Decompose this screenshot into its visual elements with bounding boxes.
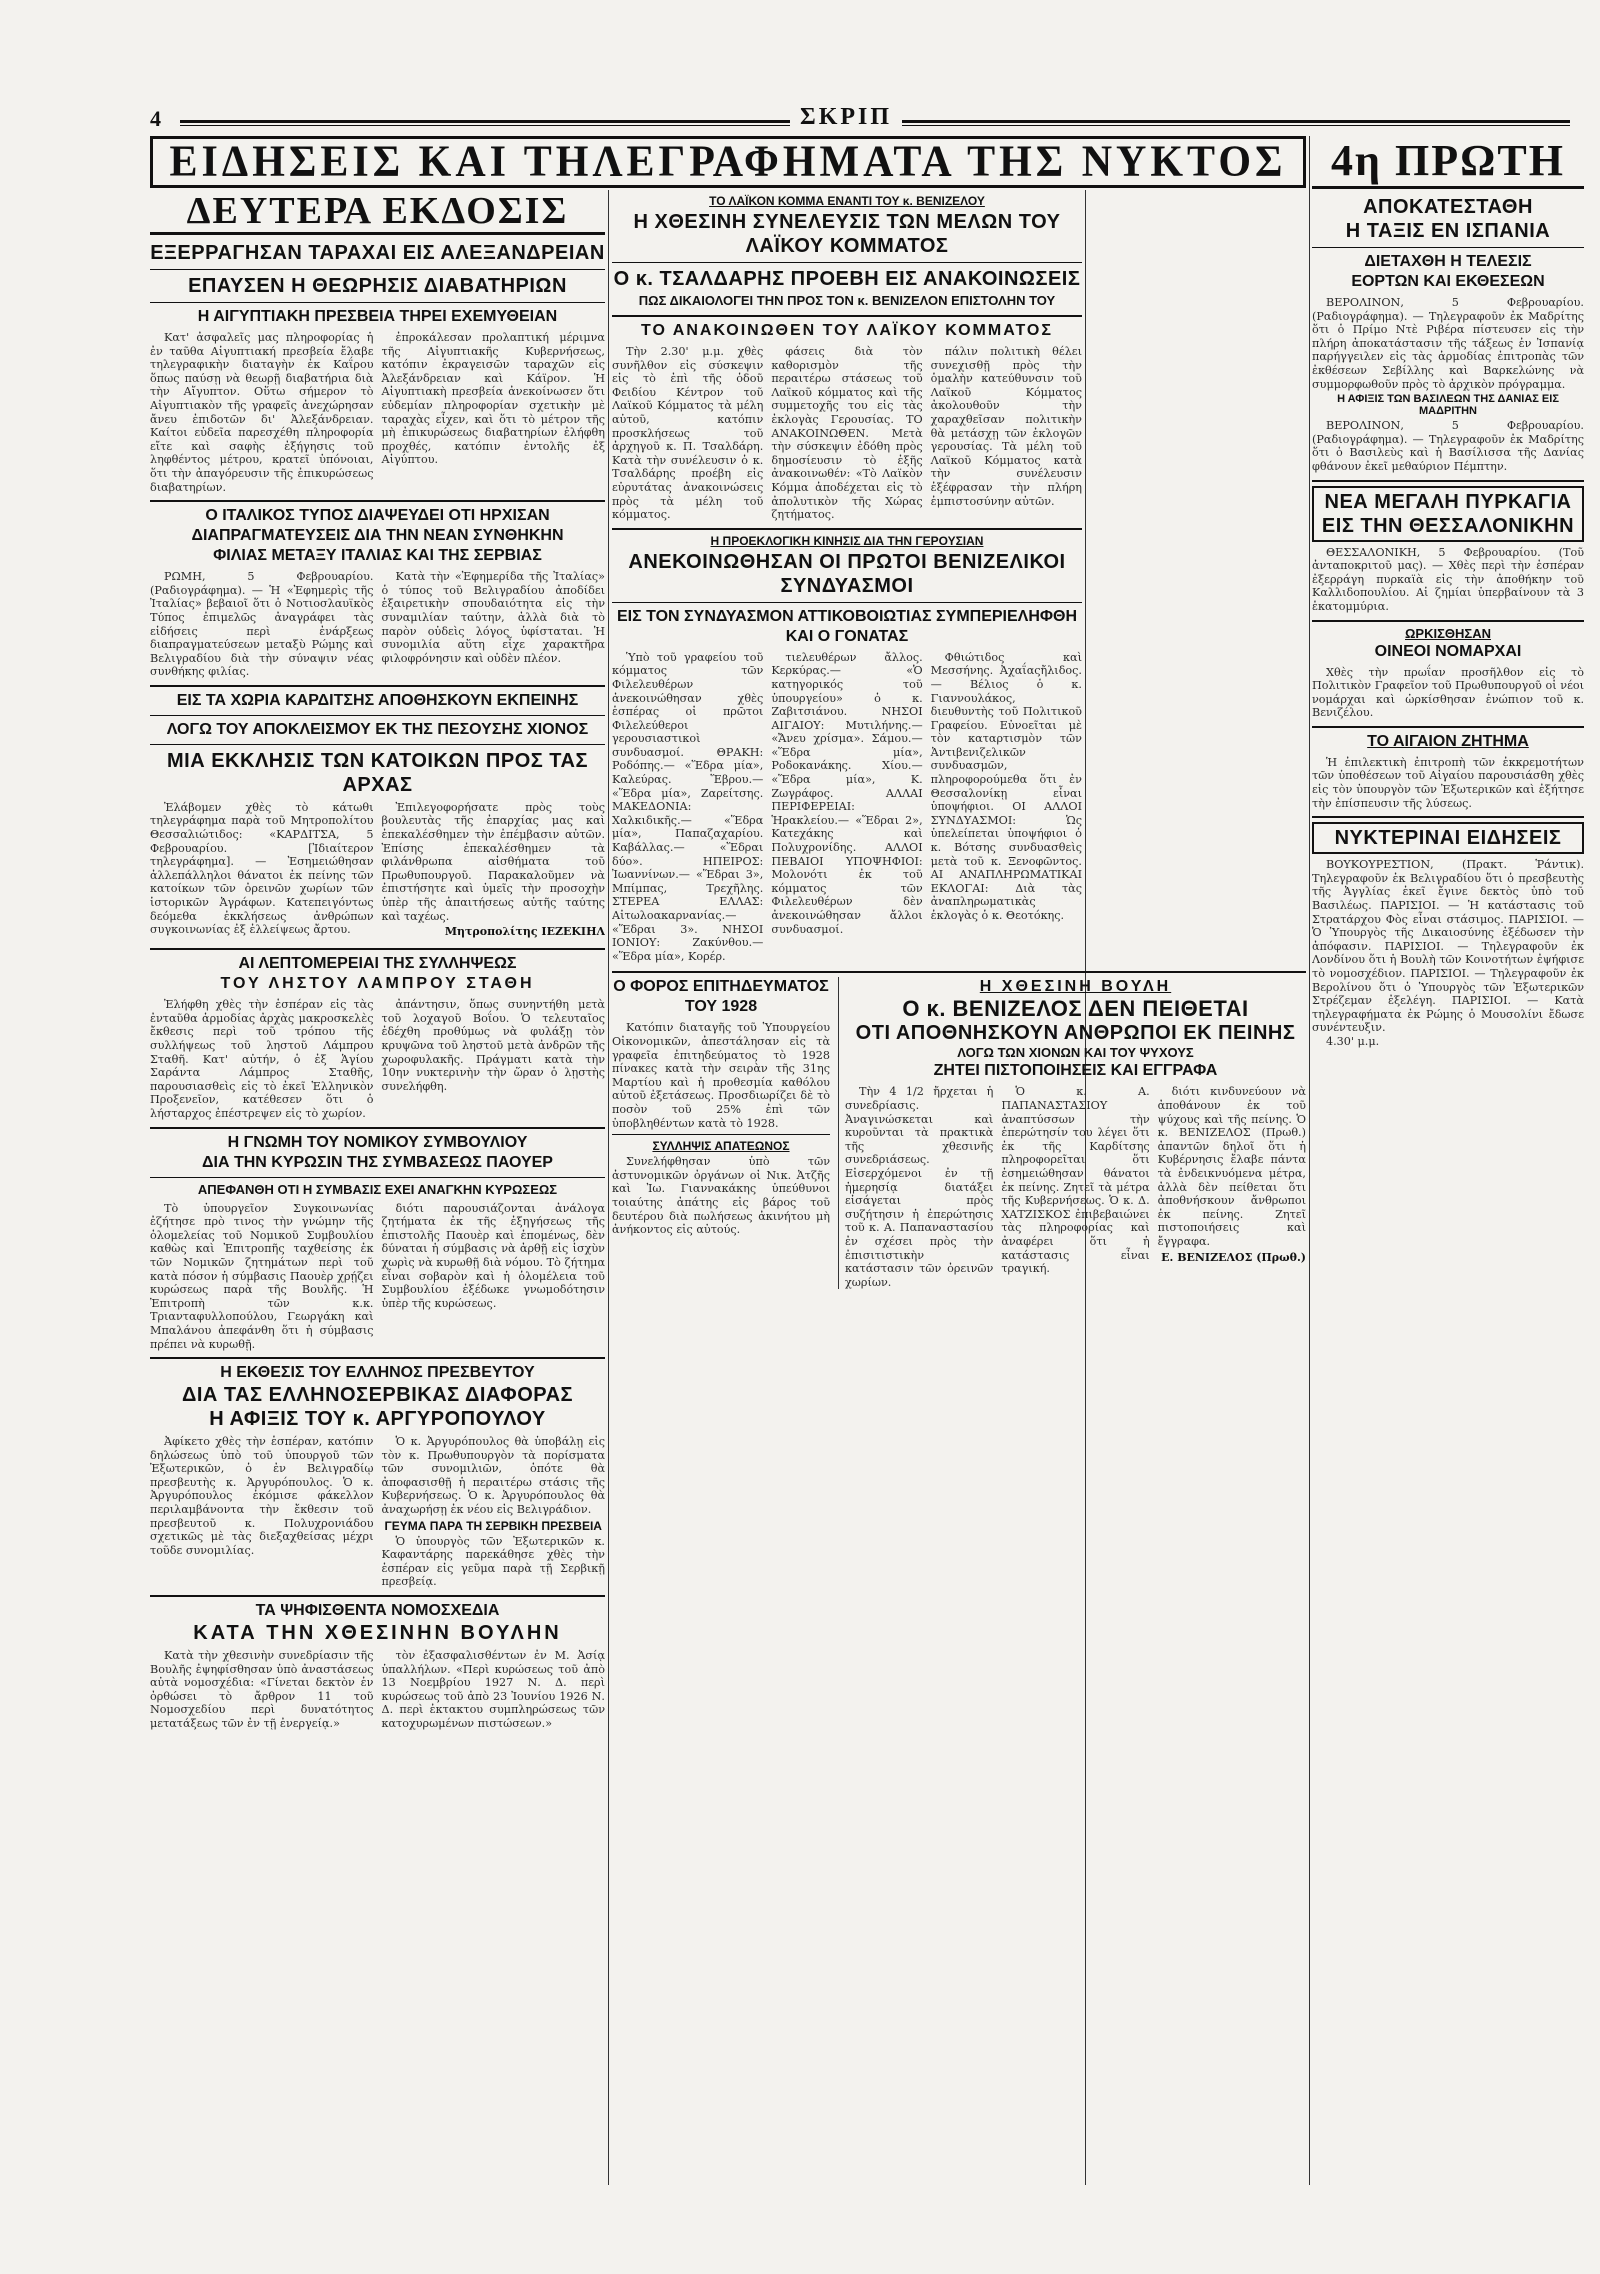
- kicker: Η ΠΡΟΕΚΛΟΓΙΚΗ ΚΙΝΗΣΙΣ ΔΙΑ ΤΗΝ ΓΕΡΟΥΣΙΑΝ: [710, 533, 984, 548]
- headline: ΩΡΚΙΣΘΗΣΑΝ: [1405, 625, 1491, 641]
- article-text: Τὴν 4 1/2 ἤρχεται ἡ συνεδρίασις. Ἀναγινώσκεται καὶ κυροῦνται τὰ πρακτικὰ τῆς χθεσινῆς συνεδριάσεως. Εἰσερχόμενοι ἐν τῇ ἡμερησίᾳ διατάξει εἰσάγεται πρὸς συζήτησιν ἡ ἐπερώτησις τοῦ κ. Α. Παπαναστασίου ἐν σχέσει πρὸς τὴν ἐπισιτιστικὴν κατάστασιν τῶν ὀρεινῶν χωρίων.: [845, 1085, 994, 1289]
- headline: Η ΓΝΩΜΗ ΤΟΥ ΝΟΜΙΚΟΥ ΣΥΜΒΟΥΛΙΟΥ: [227, 1133, 528, 1151]
- article-text: Τὴν 2.30' μ.μ. χθὲς συνῆλθον εἰς σύσκεψιν εἰς τὸ ἐπὶ τῆς ὁδοῦ Φειδίου Κέντρον τοῦ Λαϊκοῦ Κόμματος τὰ μέλη αὐτοῦ, κατόπιν προσκλήσεως τοῦ ἀρχηγοῦ κ. Π. Τσαλδάρη. Κατὰ τὴν συνέλευσιν ὁ κ. Τσαλδάρης προέβη εἰς εὐρυτάτας ἀνακοινώσεις πρὸς τὰ μέλη τοῦ κόμματος.: [612, 345, 764, 522]
- article-text: Ὁ κ. Α. ΠΑΠΑΝΑΣΤΑΣΙΟΥ ἀναπτύσσων τὴν ἐπερώτησίν του λέγει ὅτι ἐκ τῆς Καρδίτσης πληροφορεῖται ὅτι ἐσημειώθησαν θάνατοι ἐκ πείνης. Ζητεῖ τὰ μέτρα τῆς Κυβερνήσεως. Ὁ κ. Δ. ΧΑΤΖΙΣΚΟΣ ἐπιβεβαιώνει τὰς πληροφορίας καὶ ἀναφέρει ὅτι ἡ κατάστασις εἶναι τραγική.: [1001, 1085, 1150, 1276]
- headline: ΟΤΙ ΑΠΟΘΝΗΣΚΟΥΝ ΑΝΘΡΩΠΟΙ ΕΚ ΠΕΙΝΗΣ: [855, 1022, 1296, 1045]
- edition-right: 4η ΠΡΩΤΗ: [1312, 136, 1584, 189]
- article-text: τιελευθέρων ἄλλος. Κερκύρας.— «Ὁ κατηγορικός τοῦ ὑπουργείου» ὁ κ. Ζαβιτσιάνου. ΝΗΣΟΙ ΑΙΓΑΙΟΥ: Μυτιλήνης.— «Ἄνευ χρίσμα». Σάμου.— «Ἕδρα μία», Ροδοκανάκης. Χίου.— «Ἕδρα μία», Κ. Ζωγράφος. ΑΛΛΑΙ ΠΕΡΙΦΕΡΕΙΑΙ: Ἡρακλείου.— «Ἕδραι 2», Κατεχάκης καὶ Πολυχρονίδης. ΑΛΛΟΙ ΠΕΒΑΙΟΙ ΥΠΟΨΗΦΙΟΙ: Μολονότι ἐκ τοῦ κόμματος τῶν Φιλελευθέρων δὲν ἀνεκοινώθησαν ἄλλοι συνδυασμοί.: [771, 650, 923, 936]
- article-parliament: [838, 977, 1306, 1289]
- article-italian-press: [150, 506, 605, 679]
- article-text: Τὸ ὑπουργεῖον Συγκοινωνίας ἐζήτησε πρὸ τινος τὴν γνώμην τῆς ὁλομελείας τοῦ Νομικοῦ Συμβουλίου καθὼς καὶ Ἐπιτροπῆς ταχθείσης ἐκ τῶν Νομικῶν ζητημάτων περὶ τοῦ κατὰ πόσον ἡ σύμβασις Παουὲρ χρῄζει κυρώσεως παρὰ τῆς Βουλῆς. Ἡ Ἐπιτροπὴ τῶν κ.κ. Τριανταφυλλοπούλου, Γεωργάκη καὶ Μπαλάνου ἀπεφάνθη ὅτι ἡ σύμβασις πρέπει νὰ κυρωθῇ.: [150, 1201, 374, 1351]
- subheadline: ΖΗΤΕΙ ΠΙΣΤΟΠΟΙΗΣΕΙΣ ΚΑΙ ΕΓΓΡΑΦΑ: [933, 1062, 1218, 1080]
- top-bar: [150, 104, 1570, 134]
- article-text: ΘΕΣΣΑΛΟΝΙΚΗ, 5 Φεβρουαρίου. (Τοῦ ἀνταποκριτοῦ μας). — Χθὲς περὶ τὴν ἑσπέραν ἐξερράγη πυρκαϊὰ εἰς τὴν ἀποθήκην τοῦ Καλλιδοπουλίου. Αἱ ζημίαι ὑπερβαίνουν τὰ 3 ἑκατομμύρια.: [1312, 545, 1584, 613]
- article-text: διότι κινδυνεύουν νὰ ἀποθάνουν ἐκ τοῦ ψύχους καὶ τῆς πείνης. Ὁ κ. ΒΕΝΙΖΕΛΟΣ (Πρωθ.) ἀπαντῶν δηλοῖ ὅτι ἡ Κυβέρνησις ἔλαβε πάντα τὰ ἐνδεικνυόμενα μέτρα, ἀλλὰ δὲν πείθεται ὅτι ἀποθνήσκουν ἄνθρωποι ἐκ πείνης. Ζητεῖ πιστοποιήσεις καὶ ἔγγραφα.: [1157, 1085, 1306, 1248]
- article-text: Συνελήφθησαν ὑπὸ τῶν ἀστυνομικῶν ὀργάνων οἱ Νικ. Ἀτζῆς καὶ Ἰω. Γιαννακάκης ὑπεύθυνοι τοιαύτης ἀπάτης εἰς βάρος τοῦ δευτέρου διὰ πωλήσεως ἀκινήτου μὴ ἀνήκοντος εἰς αὐτούς.: [612, 1155, 830, 1237]
- article-karditsa: [150, 691, 605, 942]
- newspaper-name: ΣΚΡΙΠ: [790, 104, 902, 131]
- article-text: ἀπάντησιν, ὅπως συνηντήθη μετὰ τοῦ λοχαγοῦ Βοΐου. Ὁ τελευταῖος ἐδέχθη προθύμως νὰ φυλάξῃ τὸν κρυψῶνα τοῦ ληστοῦ μετὰ ἀνδρῶν τῆς χωροφυλακῆς. Πράγματι κατὰ τὴν 10ην νυκτερινὴν τὴν ὥραν ὁ λῃστὴς συνελήφθη.: [381, 998, 605, 1093]
- subheadline: Η ΑΙΓΥΠΤΙΑΚΗ ΠΡΕΣΒΕΙΑ ΤΗΡΕΙ ΕΧΕΜΥΘΕΙΑΝ: [197, 308, 558, 325]
- headline: ΕΙΣ ΤΗΝ ΘΕΣΣΑΛΟΝΙΚΗΝ: [1321, 514, 1575, 537]
- headline: ΑΝΕΚΟΙΝΩΘΗΣΑΝ ΟΙ ΠΡΩΤΟΙ ΒΕΝΙΖΕΛΙΚΟΙ ΣΥΝΔΥΑΣΜΟΙ: [628, 550, 1066, 597]
- column-rule-1: [608, 190, 609, 2185]
- edition-title: ΔΕΥΤΕΡΑ ΕΚΔΟΣΙΣ: [150, 190, 605, 235]
- subheadline: ΛΟΓΩ ΤΩΝ ΧΙΟΝΩΝ ΚΑΙ ΤΟΥ ΨΥΧΟΥΣ: [957, 1045, 1194, 1061]
- headline: ΕΠΑΥΣΕΝ Η ΘΕΩΡΗΣΙΣ ΔΙΑΒΑΤΗΡΙΩΝ: [188, 275, 567, 297]
- headline: ΚΑΤΑ ΤΗΝ ΧΘΕΣΙΝΗΝ ΒΟΥΛΗΝ: [193, 1622, 562, 1645]
- article-text: Ἐλήφθη χθὲς τὴν ἑσπέραν εἰς τὰς ἐνταῦθα ἁρμοδίας ἀρχὰς μακροσκελὲς ἔκθεσις περὶ τοῦ τρόπου τῆς συλλήψεως τοῦ ληστοῦ Λάμπρου Σταθῆ. Κατ' αὐτήν, ὁ ἐξ Ἁγίου Σαράντα Λάμπρος Σταθῆς, παρουσιασθεὶς εἰς τὸ ἐκεῖ Ἑλληνικὸν Προξενεῖον, κατέθεσεν ὅτι ὁ λήσταρχος ἐπέστρεψεν εἰς τὸ χωρίον.: [150, 998, 374, 1120]
- article-text: ΒΟΥΚΟΥΡΕΣΤΙΟΝ, (Πρακτ. Ῥάντικ). Τηλεγραφοῦν ἐκ Βελιγραδίου ὅτι ὁ πρεσβευτὴς τῆς Ἀγγλίας ἐκεῖ ἔγινε δεκτὸς ὑπὸ τοῦ Βασιλέως. ΠΑΡΙΣΙΟΙ. — Ἡ κατάστασις τοῦ Στρατάρχου Φὸς εἶναι στάσιμος. ΠΑΡΙΣΙΟΙ. — Ὁ Ὑπουργὸς τῆς Δικαιοσύνης ἐξέδωσεν τὴν ἀπόφασιν. ΠΑΡΙΣΙΟΙ. — Τηλεγραφοῦν ἐκ Λονδίνου ὅτι ἡ Βουλὴ τῶν Κοινοτήτων ἐψήφισε τὸ νομοσχέδιον. ΠΑΡΙΣΙΟΙ. — Τηλεγραφοῦν ἐκ Βερολίνου ὅτι ὁ Ὑπουργὸς τῶν Ἐξωτερικῶν Στρέζεμαν ἐξελέγη. ΠΑΡΙΣΙΟΙ. — Κατὰ τηλεγραφήματα ἐκ Ρώμης ὁ Μουσολίνι ἔδωσε συνέντευξιν.: [1312, 858, 1584, 1035]
- article-bills: [150, 1601, 605, 1731]
- article-text: Ἐλάβομεν χθὲς τὸ κάτωθι τηλεγράφημα παρὰ τοῦ Μητροπολίτου Θεσσαλιώτιδος: «ΚΑΡΔΙΤΣΑ, 5 Φεβρουαρίου. [Ἰδιαίτερον τηλεγράφημα]. — Ἐσημειώθησαν ἀλλεπάλληλοι θάνατοι ἐκ πείνης τῶν κατοίκων τῶν ὀρεινῶν χωρίων τῶν ἱστορικῶν Ἀγράφων. Κατεπειγόντως δεόμεθα ἐκκλήσεως ἀνθρώπων συγκοινωνίας ἐξ ἐλλείψεως ἄρτου.: [150, 800, 374, 937]
- article-text: Ἡ ἐπιλεκτικὴ ἐπιτροπὴ τῶν ἐκκρεμοτήτων τῶν ὑποθέσεων τοῦ Αἰγαίου παρουσιάσθη χθὲς εἰς τὸν ὑπουργὸν τῶν Ἐξωτερικῶν καὶ ἐξήτησε τὴν ἐπίσπευσιν τῆς λύσεως.: [1312, 755, 1584, 810]
- headline: ΤΟ ΑΙΓΑΙΟΝ ΖΗΤΗΜΑ: [1367, 732, 1529, 750]
- article-fire: [1312, 486, 1584, 614]
- headline: Η ΑΦΙΞΙΣ ΤΟΥ κ. ΑΡΓΥΡΟΠΟΥΛΟΥ: [209, 1408, 546, 1431]
- article-text: ΡΩΜΗ, 5 Φεβρουαρίου. (Ραδιογράφημα). — Ἡ «Ἐφημερὶς τῆς Ἰταλίας» βεβαιοῖ ὅτι ὁ Νοτιοσλαυϊκὸς Τύπος ἐπιμελῶς ἀναγράφει τὰς εἰδήσεις περὶ ἐνάρξεως διαπραγματεύσεων μεταξὺ Ρώμης καὶ Βελιγραδίου διὰ τὴν σύναψιν νέας συνθήκης φιλίας.: [150, 570, 374, 679]
- headline: ΔΙΑ ΤΗΝ ΚΥΡΩΣΙΝ ΤΗΣ ΣΥΜΒΑΣΕΩΣ ΠΑΟΥΕΡ: [202, 1153, 553, 1171]
- article-legal-council: [150, 1133, 605, 1352]
- article-text: πάλιν πολιτικὴ θέλει συνεχισθῇ πρὸς τὴν ὁμαλὴν κατεύθυνσιν τοῦ Λαϊκοῦ Κόμματος ἀκολουθοῦν τὴν χαραχθεῖσαν πολιτικὴν θὰ μετάσχῃ τῶν ἐκλογῶν γερουσίας. Τὰ μέλη τοῦ Λαϊκοῦ Κόμματος κατὰ τὴν συνέλευσιν ἐξέφρασαν τὴν πλήρη ἐμπιστοσύνην αὐτῶν.: [930, 345, 1082, 508]
- headline: ΤΟ ΑΝΑΚΟΙΝΩΘΕΝ ΤΟΥ ΛΑΪΚΟΥ ΚΟΜΜΑΤΟΣ: [641, 322, 1053, 339]
- article-populist-party: [612, 194, 1082, 530]
- masthead: [150, 136, 1306, 188]
- signature: Ε. ΒΕΝΙΖΕΛΟΣ (Πρωθ.): [1161, 1250, 1306, 1264]
- subheading: Η ΑΦΙΞΙΣ ΤΩΝ ΒΑΣΙΛΕΩΝ ΤΗΣ ΔΑΝΙΑΣ ΕΙΣ ΜΑΔΡΙΤΗΝ: [1337, 393, 1559, 418]
- article-text: Κατ' ἀσφαλεῖς μας πληροφορίας ἡ ἐν ταῦθα Αἰγυπτιακή πρεσβεία ἔλαβε τηλεγραφικὴν διαταγὴν ἐκ Καΐρου ὅπως παύσῃ νὰ θεωρῇ διαβατήρια διὰ τὴν Αἴγυπτον. Οὕτω σήμερον τὸ Αἰγυπτιακὸν τῆς γραφεῖς ἀνεχώρησαν ἄνευ ἐπιδοτῶν δι' Ἀλεξάνδρειαν. Καίτοι εὐδεῖα παρεσχέθη πληροφορία εἴτε καὶ σαφὴς ἐξήγησις τοῦ ληφθέντος μέτρου, κρατεῖ ὑπόνοιαι, ὅτι τὴν ἀπαγόρευσιν τῆς ἐπικυρώσεως διαβατηρίων.: [150, 331, 374, 494]
- article-text: Ἐπιλεγοφορήσατε πρὸς τοὺς βουλευτὰς τῆς ἐπαρχίας μας καὶ ἐπεκαλέσθημεν τὴν ἐπέμβασιν αὐτῶν. Ἐπίσης ἐπεκαλέσθημεν τὰ φιλάνθρωπα αἰσθήματα τοῦ Πρωθυπουργοῦ. Παρακαλοῦμεν νὰ ἐπιστήσητε καὶ ὑμεῖς τὴν προσοχὴν ὑπὲρ τῆς ἀπαιτήσεως αὐτῆς ταύτης καὶ ταχέως.: [381, 800, 605, 923]
- column-center: [612, 190, 1306, 2185]
- headline: ΔΙΕΤΑΧΘΗ Η ΤΕΛΕΣΙΣ: [1364, 253, 1532, 270]
- article-alexandria: [150, 241, 605, 494]
- article-spain: [1312, 195, 1584, 474]
- subheading: ΣΥΛΛΗΨΙΣ ΑΠΑΤΕΩΝΟΣ: [652, 1139, 790, 1154]
- headline: Ο κ. ΒΕΝΙΖΕΛΟΣ ΔΕΝ ΠΕΙΘΕΤΑΙ: [902, 996, 1249, 1022]
- headline: ΟΙΝΕΟΙ ΝΟΜΑΡΧΑΙ: [1374, 642, 1522, 660]
- timestamp: 4.30' μ.μ.: [1326, 1034, 1380, 1048]
- headline: ΑΠΟΚΑΤΕΣΤΑΘΗ: [1363, 196, 1533, 218]
- article-text: Φθιώτιδος καὶ Μεσσήνης. Ἀχαΐαςἤλιδος.— Βέλιος ὁ κ. Γιαννουλάκος, διευθυντὴς τοῦ Πολιτικοῦ Γραφείου. Εὐνοεῖται μὲ τὸν καταρτισμὸν τῶν Ἀντιβενιζελικῶν συνδυασμῶν, πληροφορούμεθα ὅτι ἐν Θεσσαλονίκῃ εἶναι ὑποψήφιοι. ΟΙ ΑΛΛΟΙ ΣΥΝΔΥΑΣΜΟΙ: Ὡς ὑπελείπεται ὑποψήφιοι ὁ κ. Βότσης συνδυασθεὶς μετὰ τοῦ κ. Ξενοφῶντος. ΑΙ ΑΝΑΠΛΗΡΩΜΑΤΙΚΑΙ ΕΚΛΟΓΑΙ: Διὰ τὰς ἀναπληρωματικὰς ἐκλογὰς ὁ κ. Θεοτόκης.: [930, 650, 1082, 922]
- article-text: Κατόπιν διαταγῆς τοῦ Ὑπουργείου Οἰκονομικῶν, ἀπεστάλησαν εἰς τὰ γραφεῖα ἐπιτηδεύματος τὸ 1928 πίνακες κατὰ τὴν σειρὰν τῆς 31ης Μαρτίου καὶ ἡ προθεσμία καθόλου αὐτοῦ ἐξετάσεως. Προσδιωρίζει δὲ τὸ ποσὸν τοῦ 25% ἐπὶ τῶν ὑποβληθέντων κατὰ τὸ 1928.: [612, 1021, 830, 1130]
- article-text: Ὁ κ. Ἀργυρόπουλος θὰ ὑποβάλῃ εἰς τὸν κ. Πρωθυπουργὸν τὰ πορίσματα τῶν συνομιλιῶν, ὁπότε θὰ ἀποφασισθῇ ἡ περαιτέρω στάσις τῆς Κυβερνήσεως. Ὁ κ. Ἀργυρόπουλος θὰ ἀναχωρήσῃ ἐκ νέου εἰς Βελιγράδιον.: [381, 1435, 605, 1517]
- article-senate-elections: [612, 534, 1306, 964]
- headline: ΕΟΡΤΩΝ ΚΑΙ ΕΚΘΕΣΕΩΝ: [1351, 273, 1545, 290]
- headline: Η ΤΑΞΙΣ ΕΝ ΙΣΠΑΝΙΑ: [1345, 220, 1551, 242]
- headline: Ο ΙΤΑΛΙΚΟΣ ΤΥΠΟΣ ΔΙΑΨΕΥΔΕΙ ΟΤΙ ΗΡΧΙΣΑΝ: [205, 507, 550, 525]
- headline: Ο κ. ΤΣΑΛΔΑΡΗΣ ΠΡΟΕΒΗ ΕΙΣ ΑΝΑΚΟΙΝΩΣΕΙΣ: [613, 268, 1081, 290]
- article-text: Χθὲς τὴν πρωΐαν προσῆλθον εἰς τὸ Πολιτικὸν Γραφεῖον τοῦ Πρωθυπουργοῦ οἱ νέοι νομάρχαι καὶ ὠρκίσθησαν ἐνώπιον τοῦ κ. Βενιζέλου.: [1312, 665, 1584, 720]
- headline: ΜΙΑ ΕΚΚΛΗΣΙΣ ΤΩΝ ΚΑΤΟΙΚΩΝ ΠΡΟΣ ΤΑΣ ΑΡΧΑΣ: [167, 749, 588, 796]
- kicker: ΤΟ ΛΑΪΚΟΝ ΚΟΜΜΑ ΕΝΑΝΤΙ ΤΟΥ κ. ΒΕΝΙΖΕΛΟΥ: [709, 194, 985, 208]
- column-right: [1312, 136, 1584, 2185]
- article-bandit-arrest: [150, 954, 605, 1120]
- headline: ΝΕΑ ΜΕΓΑΛΗ ΠΥΡΚΑΓΙΑ: [1324, 490, 1572, 513]
- headline: Η ΧΘΕΣΙΝΗ ΣΥΝΕΛΕΥΣΙΣ ΤΩΝ ΜΕΛΩΝ ΤΟΥ ΛΑΪΚΟΥ ΚΟΜΜΑΤΟΣ: [633, 211, 1061, 257]
- headline: Ο ΦΟΡΟΣ ΕΠΙΤΗΔΕΥΜΑΤΟΣ ΤΟΥ 1928: [613, 978, 829, 1016]
- article-text: ΒΕΡΟΛΙΝΟΝ, 5 Φεβρουαρίου. (Ραδιογράφημα). — Τηλεγραφοῦν ἐκ Μαδρίτης ὅτι ὁ Βασιλεὺς καὶ ἡ Βασίλισσα τῆς Δανίας φθάνουν ἐκεῖ μεθαύριον Πέμπτην.: [1312, 419, 1584, 473]
- article-text: Κατὰ τὴν χθεσινὴν συνεδρίασιν τῆς Βουλῆς ἐψηφίσθησαν ὑπὸ ἀναστάσεως αὐτὰ νομοσχέδια: «Γίνεται δεκτὸν ἐν ὀρθώσει τὸ ἄρθρον 11 τοῦ Νομοσχεδίου περὶ δυνατότητος μετατάξεως τῶν ἐν τῇ ἐνεργείᾳ.»: [150, 1649, 374, 1730]
- headline: ΑΙ ΛΕΠΤΟΜΕΡΕΙΑΙ ΤΗΣ ΣΥΛΛΗΨΕΩΣ: [238, 955, 517, 973]
- headline: Η ΕΚΘΕΣΙΣ ΤΟΥ ΕΛΛΗΝΟΣ ΠΡΕΣΒΕΥΤΟΥ: [220, 1364, 535, 1382]
- article-night-news: [1312, 822, 1584, 1048]
- article-text: ἐπροκάλεσαν προλαπτική μέριμνα τῆς Αἰγυπτιακῆς Κυβερνήσεως, κατόπιν ἐκραγεισῶν ταραχῶν εἰς Ἀλεξάνδρειαν καὶ Κάϊρον. Ἡ Αἰγυπτιακὴ πρεσβεία ἀνεκοίνωσεν ὅτι εὐδεμίαν πληροφορίαν σχετικὴν μὲ ταραχὰς εἶχεν, καὶ ὅτι τὸ μέτρον τῆς μὴ ἐπικυρώσεως διαβατηρίων ἐλήφθη προχθές, κατόπιν ἐντολῆς ἐξ Αἰγύπτου.: [381, 331, 605, 467]
- headline: ΦΙΛΙΑΣ ΜΕΤΑΞΥ ΙΤΑΛΙΑΣ ΚΑΙ ΤΗΣ ΣΕΡΒΙΑΣ: [213, 547, 542, 565]
- page-number: 4: [150, 106, 161, 131]
- article-text: Ὁ ὑπουργὸς τῶν Ἐξωτερικῶν κ. Καφαντάρης παρεκάθησε χθὲς τὴν ἑσπέραν εἰς γεῦμα παρὰ τῇ Σερβικῇ πρεσβείᾳ.: [381, 1534, 605, 1589]
- article-text: διότι παρουσιάζονται ἀνάλογα ζητήματα ἐκ τῆς ἐξηγήσεως τῆς ἐπιστολῆς Παουὲρ καὶ ἑπομένως, δὲν δύναται ἡ σύμβασις νὰ ἀρθῇ εἰς ἰσχὺν χωρὶς νὰ κυρωθῇ διὰ νόμου. Τὸ ζήτημα εἶναι σοβαρὸν καὶ ἡ ὁλομέλεια τοῦ Συμβουλίου ἐξέδωκε γνωμοδότησιν ὑπὲρ τῆς κυρώσεως.: [381, 1201, 605, 1310]
- headline: ΤΟΥ ΛΗΣΤΟΥ ΛΑΜΠΡΟΥ ΣΤΑΘΗ: [220, 975, 535, 993]
- article-ambassador: [150, 1363, 605, 1589]
- article-text: φάσεις διὰ τὸν καθορισμὸν τῆς περαιτέρω στάσεως τοῦ Λαϊκοῦ κόμματος καὶ τῆς συμμετοχῆς του εἰς τὰς ἐκλογὰς Γερουσίας. ΤΟ ΑΝΑΚΟΙΝΩΘΕΝ. Μετὰ τὴν σύσκεψιν ἐδόθη πρὸς δημοσίευσιν τὸ ἑξῆς ἀνακοινωθέν: «Τὸ Λαϊκὸν Κόμμα ἀποδέχεται εἰς τὸ ἀπολυτικὸν τῆς Χώρας ζητήματος.: [771, 345, 923, 522]
- headline: ΑΠΕΦΑΝΘΗ ΟΤΙ Η ΣΥΜΒΑΣΙΣ ΕΧΕΙ ΑΝΑΓΚΗΝ ΚΥΡΩΣΕΩΣ: [197, 1181, 558, 1197]
- masthead-title: ΕΙΔΗΣΕΙΣ ΚΑΙ ΤΗΛΕΓΡΑΦΗΜΑΤΑ ΤΗΣ ΝΥΚΤΟΣ: [169, 137, 1287, 187]
- subheadline: ΕΙΣ ΤΟΝ ΣΥΝΔΥΑΣΜΟΝ ΑΤΤΙΚΟΒΟΙΩΤΙΑΣ ΣΥΜΠΕΡΙΕΛΗΦΘΗ ΚΑΙ Ο ΓΟΝΑΤΑΣ: [616, 607, 1078, 645]
- headline: ΔΙΑΠΡΑΓΜΑΤΕΥΣΕΙΣ ΔΙΑ ΤΗΝ ΝΕΑΝ ΣΥΝΘΗΚΗΝ: [191, 527, 564, 545]
- article-prefects: [1312, 626, 1584, 720]
- headline: ΝΥΚΤΕΡΙΝΑΙ ΕΙΔΗΣΕΙΣ: [1334, 827, 1562, 850]
- headline: ΕΙΣ ΤΑ ΧΩΡΙΑ ΚΑΡΔΙΤΣΗΣ ΑΠΟΘΗΣΚΟΥΝ ΕΚΠΕΙΝΗΣ: [176, 691, 579, 709]
- subheadline: ΠΩΣ ΔΙΚΑΙΟΛΟΓΕΙ ΤΗΝ ΠΡΟΣ ΤΟΝ κ. ΒΕΝΙΖΕΛΟΝ ΕΠΙΣΤΟΛΗΝ ΤΟΥ: [638, 293, 1056, 308]
- column-left: [150, 190, 605, 2185]
- article-text: Ὑπὸ τοῦ γραφείου τοῦ κόμματος τῶν Φιλελευθέρων ἀνεκοινώθησαν χθὲς ἑσπέρας οἱ πρῶτοι Φιλελεύθεροι γερουσιαστικοὶ συνδυασμοί. ΘΡΑΚΗ: Ροδόπης.— «Ἕδρα μία», Καλεύρας. Ἕβρου.— «Ἕδρα μία», Ζαρείτσης. ΜΑΚΕΔΟΝΙΑ: Χαλκιδικῆς.— «Ἕδρα μία», Παπαζαχαρίου. Καβάλλας.— «Ἕδραι δύο». ΗΠΕΙΡΟΣ: Ἰωαννίνων.— «Ἕδραι 3», Μπίμπας, Τρεχῆλης. ΣΤΕΡΕΑ ΕΛΛΑΣ: Αἰτωλοακαρνανίας.— «Ἕδραι 3». ΝΗΣΟΙ ΙΟΝΙΟΥ: Ζακύνθου.— «Ἕδρα μία», Κορέρ.: [612, 650, 764, 963]
- article-text: τὸν ἐξασφαλισθέντων ἐν Μ. Ἀσίᾳ ὑπαλλήλων. «Περὶ κυρώσεως τοῦ ἀπὸ 13 Νοεμβρίου 1927 Ν. Δ. περὶ κυρώσεως τοῦ ἀπὸ 23 Ἰουνίου 1926 Ν. Δ. περὶ ἐκτακτου συμπληρώσεως τῶν κατοχυρωμένων πιστώσεων.»: [381, 1649, 605, 1730]
- article-text: ΒΕΡΟΛΙΝΟΝ, 5 Φεβρουαρίου. (Ραδιογράφημα). — Τηλεγραφοῦν ἐκ Μαδρίτης ὅτι ὁ Πρίμο Ντὲ Ριβέρα πίστευσεν εἰς τὴν πλήρη ἀποκατάστασιν τῆς τάξεως ἐν Ἰσπανίᾳ παρήγγειλεν εἰς τὰς ἀρμοδίας ἐπιτροπὰς τῶν ἐκθέσεων Σεβίλλης καὶ Βαρκελώνης νὰ συμμορφωθοῦν πρὸς τὸ ἀρχικὸν πρόγραμμα.: [1312, 296, 1584, 391]
- headline: Η ΧΘΕΣΙΝΗ ΒΟΥΛΗ: [979, 978, 1172, 996]
- subheading: ΓΕΥΜΑ ΠΑΡΑ ΤΗ ΣΕΡΒΙΚΗ ΠΡΕΣΒΕΙΑ: [384, 1518, 602, 1533]
- signature: Μητροπολίτης ΙΕΖΕΚΙΗΛ: [444, 925, 605, 939]
- headline: ΔΙΑ ΤΑΣ ΕΛΛΗΝΟΣΕΡΒΙΚΑΣ ΔΙΑΦΟΡΑΣ: [181, 1384, 574, 1407]
- headline: ΤΑ ΨΗΦΙΣΘΕΝΤΑ ΝΟΜΟΣΧΕΔΙΑ: [255, 1602, 500, 1620]
- article-aegean: [1312, 732, 1584, 810]
- headline: ΕΞΕΡΡΑΓΗΣΑΝ ΤΑΡΑΧΑΙ ΕΙΣ ΑΛΕΞΑΝΔΡΕΙΑΝ: [150, 242, 605, 264]
- article-text: Ἀφίκετο χθὲς τὴν ἑσπέραν, κατόπιν δηλώσεως ὑπὸ τοῦ ὑπουργοῦ τῶν Ἐξωτερικῶν, ὁ ἐν Βελιγραδίῳ πρεσβευτὴς κ. Ἀργυρόπουλος. Ὁ κ. Ἀργυρόπουλος ἐκόμισε φάκελλον περιλαμβάνοντα τὴν ἔκθεσιν τοῦ πρεσβευτοῦ κ. Πολυχρονιάδου σχετικῶς μὲ τὰς διεξαχθείσας μέχρι τοῦδε συνομιλίας.: [150, 1435, 374, 1557]
- column-rule-3: [1309, 136, 1310, 2185]
- headline: ΛΟΓΩ ΤΟΥ ΑΠΟΚΛΕΙΣΜΟΥ ΕΚ ΤΗΣ ΠΕΣΟΥΣΗΣ ΧΙΟΝΟΣ: [166, 720, 589, 738]
- article-text: Κατὰ τὴν «Ἐφημερίδα τῆς Ἰταλίας» ὁ τύπος τοῦ Βελιγραδίου ἀποδίδει ἐξαιρετικὴν σπουδαιότητα εἰς τὴν συναμιλίαν ταύτην, ἀλλὰ διὰ τὸ παρὸν οὐδεὶς λόγος ὑφίσταται. Ἡ συνομιλία αὕτη εἶχε χαρακτῆρα φιλοφρόνησιν καὶ οὐδὲν πλέον.: [381, 570, 605, 665]
- article-business-tax: [612, 977, 830, 1289]
